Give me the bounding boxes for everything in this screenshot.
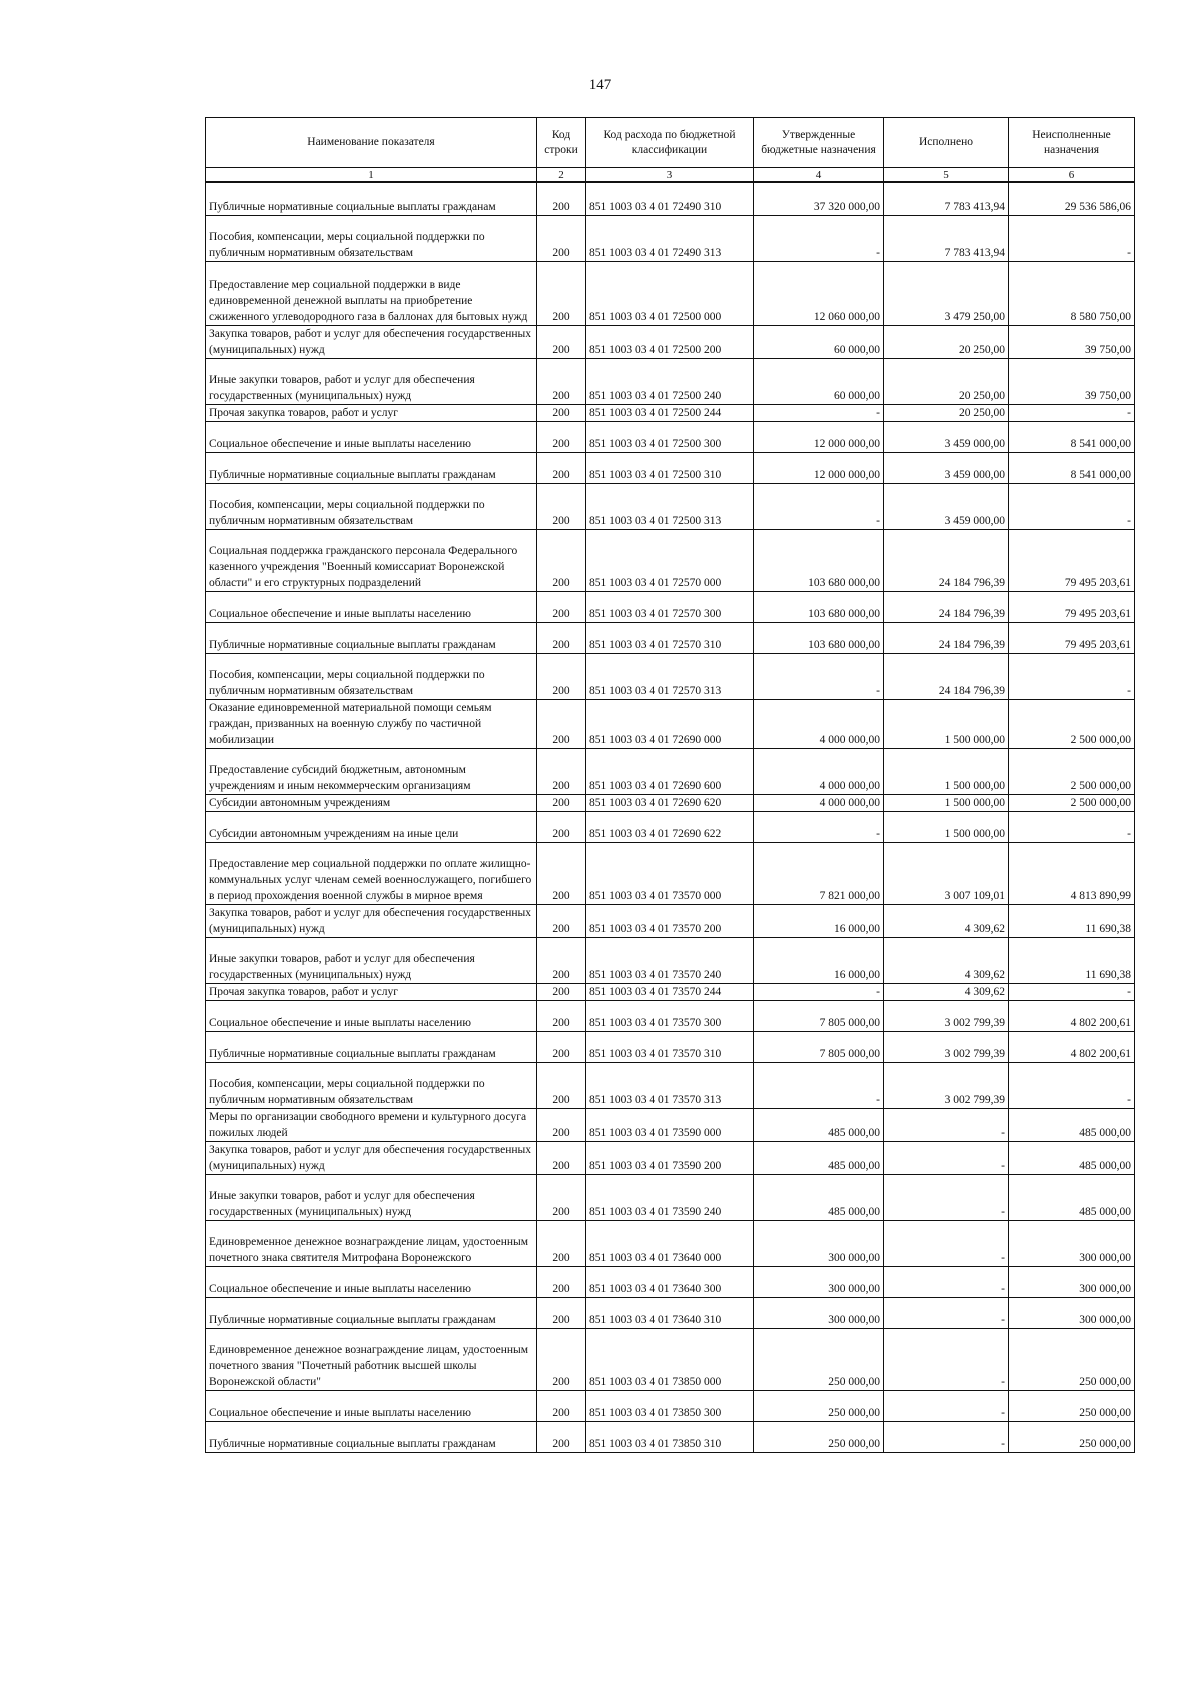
table-row xyxy=(206,358,1135,404)
row-unexecuted: - xyxy=(1009,983,1135,1000)
row-budget-code: 851 1003 03 4 01 72570 313 xyxy=(586,653,754,699)
row-budget-code: 851 1003 03 4 01 72490 313 xyxy=(586,215,754,261)
row-approved: - xyxy=(754,811,884,842)
row-line-code: 200 xyxy=(537,904,586,937)
row-indicator-name: Закупка товаров, работ и услуг для обеспечения государственных (муниципальных) нужд xyxy=(206,1141,537,1174)
row-approved: - xyxy=(754,1062,884,1108)
row-budget-code: 851 1003 03 4 01 72690 622 xyxy=(586,811,754,842)
row-budget-code: 851 1003 03 4 01 72690 600 xyxy=(586,748,754,794)
row-indicator-name: Предоставление мер социальной поддержки по оплате жилищно-коммунальных услуг членам семей военнослужащего, погибшего в период прохождения военной службы в мирное время xyxy=(206,842,537,904)
table-row xyxy=(206,404,1135,421)
table-row xyxy=(206,182,1135,215)
header-line-code: Код строки xyxy=(537,118,586,168)
row-unexecuted: 2 500 000,00 xyxy=(1009,699,1135,748)
row-line-code: 200 xyxy=(537,1141,586,1174)
header-unexecuted: Неисполненные назначения xyxy=(1009,118,1135,168)
table-row xyxy=(206,699,1135,748)
row-budget-code: 851 1003 03 4 01 73570 310 xyxy=(586,1031,754,1062)
row-executed: 20 250,00 xyxy=(884,358,1009,404)
row-line-code: 200 xyxy=(537,1390,586,1421)
row-line-code: 200 xyxy=(537,404,586,421)
row-approved: 60 000,00 xyxy=(754,325,884,358)
table-row xyxy=(206,794,1135,811)
row-approved: 485 000,00 xyxy=(754,1141,884,1174)
row-indicator-name: Пособия, компенсации, меры социальной поддержки по публичным нормативным обязательствам xyxy=(206,1062,537,1108)
table-row xyxy=(206,842,1135,904)
row-indicator-name: Предоставление субсидий бюджетным, автономным учреждениям и иным некоммерческим организациям xyxy=(206,748,537,794)
row-approved: 300 000,00 xyxy=(754,1220,884,1266)
row-unexecuted: 2 500 000,00 xyxy=(1009,748,1135,794)
table-body xyxy=(206,182,1135,1452)
header-approved: Утвержденные бюджетные назначения xyxy=(754,118,884,168)
row-approved: 250 000,00 xyxy=(754,1421,884,1452)
row-approved: - xyxy=(754,983,884,1000)
row-unexecuted: 4 802 200,61 xyxy=(1009,1031,1135,1062)
row-unexecuted: 8 541 000,00 xyxy=(1009,452,1135,483)
row-indicator-name: Иные закупки товаров, работ и услуг для обеспечения государственных (муниципальных) нужд xyxy=(206,937,537,983)
table-row xyxy=(206,1141,1135,1174)
row-line-code: 200 xyxy=(537,1220,586,1266)
row-executed: 24 184 796,39 xyxy=(884,529,1009,591)
row-line-code: 200 xyxy=(537,529,586,591)
row-budget-code: 851 1003 03 4 01 73640 310 xyxy=(586,1297,754,1328)
row-line-code: 200 xyxy=(537,1421,586,1452)
row-indicator-name: Социальное обеспечение и иные выплаты населению xyxy=(206,1390,537,1421)
row-executed: 4 309,62 xyxy=(884,904,1009,937)
table-row xyxy=(206,1328,1135,1390)
row-line-code: 200 xyxy=(537,653,586,699)
row-executed: 24 184 796,39 xyxy=(884,591,1009,622)
table-row xyxy=(206,1000,1135,1031)
row-indicator-name: Публичные нормативные социальные выплаты гражданам xyxy=(206,182,537,215)
row-line-code: 200 xyxy=(537,842,586,904)
table-row xyxy=(206,937,1135,983)
header-indicator-name: Наименование показателя xyxy=(206,118,537,168)
table-row xyxy=(206,591,1135,622)
row-executed: 3 479 250,00 xyxy=(884,261,1009,325)
table-row xyxy=(206,325,1135,358)
row-budget-code: 851 1003 03 4 01 72570 310 xyxy=(586,622,754,653)
row-indicator-name: Прочая закупка товаров, работ и услуг xyxy=(206,983,537,1000)
row-approved: - xyxy=(754,404,884,421)
row-indicator-name: Закупка товаров, работ и услуг для обеспечения государственных (муниципальных) нужд xyxy=(206,904,537,937)
table-row xyxy=(206,1031,1135,1062)
table-row xyxy=(206,215,1135,261)
row-budget-code: 851 1003 03 4 01 73850 310 xyxy=(586,1421,754,1452)
row-executed: 1 500 000,00 xyxy=(884,811,1009,842)
row-line-code: 200 xyxy=(537,1297,586,1328)
row-line-code: 200 xyxy=(537,811,586,842)
row-line-code: 200 xyxy=(537,452,586,483)
row-unexecuted: 300 000,00 xyxy=(1009,1297,1135,1328)
row-unexecuted: 300 000,00 xyxy=(1009,1220,1135,1266)
row-executed: 7 783 413,94 xyxy=(884,215,1009,261)
row-approved: - xyxy=(754,215,884,261)
row-executed: - xyxy=(884,1141,1009,1174)
row-line-code: 200 xyxy=(537,421,586,452)
table-row xyxy=(206,653,1135,699)
row-budget-code: 851 1003 03 4 01 72500 310 xyxy=(586,452,754,483)
row-unexecuted: 79 495 203,61 xyxy=(1009,529,1135,591)
row-unexecuted: 250 000,00 xyxy=(1009,1421,1135,1452)
row-line-code: 200 xyxy=(537,983,586,1000)
row-indicator-name: Иные закупки товаров, работ и услуг для обеспечения государственных (муниципальных) нужд xyxy=(206,358,537,404)
row-executed: - xyxy=(884,1421,1009,1452)
row-unexecuted: 485 000,00 xyxy=(1009,1174,1135,1220)
row-approved: 4 000 000,00 xyxy=(754,794,884,811)
row-executed: 20 250,00 xyxy=(884,325,1009,358)
row-budget-code: 851 1003 03 4 01 72690 000 xyxy=(586,699,754,748)
row-unexecuted: - xyxy=(1009,811,1135,842)
row-line-code: 200 xyxy=(537,483,586,529)
column-number: 2 xyxy=(537,168,586,183)
row-line-code: 200 xyxy=(537,1062,586,1108)
table-row xyxy=(206,483,1135,529)
row-unexecuted: - xyxy=(1009,483,1135,529)
row-indicator-name: Закупка товаров, работ и услуг для обеспечения государственных (муниципальных) нужд xyxy=(206,325,537,358)
row-approved: 7 821 000,00 xyxy=(754,842,884,904)
row-executed: 3 007 109,01 xyxy=(884,842,1009,904)
row-indicator-name: Социальное обеспечение и иные выплаты населению xyxy=(206,421,537,452)
row-budget-code: 851 1003 03 4 01 73590 000 xyxy=(586,1108,754,1141)
row-line-code: 200 xyxy=(537,699,586,748)
row-budget-code: 851 1003 03 4 01 72570 300 xyxy=(586,591,754,622)
row-unexecuted: 250 000,00 xyxy=(1009,1390,1135,1421)
row-executed: - xyxy=(884,1266,1009,1297)
row-approved: - xyxy=(754,653,884,699)
row-executed: 3 002 799,39 xyxy=(884,1031,1009,1062)
row-line-code: 200 xyxy=(537,622,586,653)
row-approved: 7 805 000,00 xyxy=(754,1031,884,1062)
row-budget-code: 851 1003 03 4 01 72500 313 xyxy=(586,483,754,529)
row-executed: 1 500 000,00 xyxy=(884,748,1009,794)
row-approved: 103 680 000,00 xyxy=(754,591,884,622)
row-line-code: 200 xyxy=(537,325,586,358)
row-indicator-name: Единовременное денежное вознаграждение лицам, удостоенным почетного знака святителя Митрофана Воронежского xyxy=(206,1220,537,1266)
row-approved: 7 805 000,00 xyxy=(754,1000,884,1031)
row-budget-code: 851 1003 03 4 01 72490 310 xyxy=(586,182,754,215)
column-number: 1 xyxy=(206,168,537,183)
row-executed: - xyxy=(884,1108,1009,1141)
row-unexecuted: 79 495 203,61 xyxy=(1009,591,1135,622)
row-unexecuted: 79 495 203,61 xyxy=(1009,622,1135,653)
row-budget-code: 851 1003 03 4 01 72500 300 xyxy=(586,421,754,452)
row-executed: 1 500 000,00 xyxy=(884,699,1009,748)
row-budget-code: 851 1003 03 4 01 73850 300 xyxy=(586,1390,754,1421)
row-approved: 103 680 000,00 xyxy=(754,622,884,653)
table-row xyxy=(206,1390,1135,1421)
row-approved: 250 000,00 xyxy=(754,1390,884,1421)
table-row xyxy=(206,811,1135,842)
row-line-code: 200 xyxy=(537,748,586,794)
row-indicator-name: Меры по организации свободного времени и культурного досуга пожилых людей xyxy=(206,1108,537,1141)
row-indicator-name: Пособия, компенсации, меры социальной поддержки по публичным нормативным обязательствам xyxy=(206,653,537,699)
row-indicator-name: Публичные нормативные социальные выплаты гражданам xyxy=(206,1297,537,1328)
row-indicator-name: Публичные нормативные социальные выплаты гражданам xyxy=(206,452,537,483)
table-row xyxy=(206,748,1135,794)
row-executed: 4 309,62 xyxy=(884,983,1009,1000)
row-executed: 3 459 000,00 xyxy=(884,421,1009,452)
row-executed: - xyxy=(884,1174,1009,1220)
row-line-code: 200 xyxy=(537,591,586,622)
row-budget-code: 851 1003 03 4 01 72690 620 xyxy=(586,794,754,811)
table-header-row xyxy=(206,118,1135,168)
row-approved: 4 000 000,00 xyxy=(754,748,884,794)
row-unexecuted: - xyxy=(1009,404,1135,421)
row-unexecuted: 300 000,00 xyxy=(1009,1266,1135,1297)
table-row xyxy=(206,261,1135,325)
row-executed: 20 250,00 xyxy=(884,404,1009,421)
row-line-code: 200 xyxy=(537,358,586,404)
row-line-code: 200 xyxy=(537,794,586,811)
table-row xyxy=(206,904,1135,937)
row-executed: - xyxy=(884,1328,1009,1390)
row-executed: 7 783 413,94 xyxy=(884,182,1009,215)
row-unexecuted: 8 541 000,00 xyxy=(1009,421,1135,452)
row-executed: - xyxy=(884,1390,1009,1421)
table-row xyxy=(206,1266,1135,1297)
header-budget-code: Код расхода по бюджетной классификации xyxy=(586,118,754,168)
row-indicator-name: Пособия, компенсации, меры социальной поддержки по публичным нормативным обязательствам xyxy=(206,483,537,529)
row-indicator-name: Публичные нормативные социальные выплаты гражданам xyxy=(206,622,537,653)
budget-execution-table xyxy=(205,117,1135,1453)
row-unexecuted: - xyxy=(1009,215,1135,261)
row-line-code: 200 xyxy=(537,215,586,261)
row-indicator-name: Пособия, компенсации, меры социальной поддержки по публичным нормативным обязательствам xyxy=(206,215,537,261)
row-budget-code: 851 1003 03 4 01 73570 313 xyxy=(586,1062,754,1108)
row-budget-code: 851 1003 03 4 01 73570 300 xyxy=(586,1000,754,1031)
row-approved: 12 060 000,00 xyxy=(754,261,884,325)
row-executed: 3 459 000,00 xyxy=(884,452,1009,483)
row-unexecuted: 4 813 890,99 xyxy=(1009,842,1135,904)
row-budget-code: 851 1003 03 4 01 73640 000 xyxy=(586,1220,754,1266)
row-indicator-name: Субсидии автономным учреждениям на иные цели xyxy=(206,811,537,842)
row-executed: 24 184 796,39 xyxy=(884,622,1009,653)
row-indicator-name: Социальное обеспечение и иные выплаты населению xyxy=(206,1266,537,1297)
row-unexecuted: 11 690,38 xyxy=(1009,904,1135,937)
row-indicator-name: Социальное обеспечение и иные выплаты населению xyxy=(206,591,537,622)
row-unexecuted: 39 750,00 xyxy=(1009,358,1135,404)
row-line-code: 200 xyxy=(537,1108,586,1141)
row-approved: 300 000,00 xyxy=(754,1266,884,1297)
row-indicator-name: Единовременное денежное вознаграждение лицам, удостоенным почетного звания "Почетный работник высшей школы Воронежской области" xyxy=(206,1328,537,1390)
row-executed: 3 459 000,00 xyxy=(884,483,1009,529)
row-indicator-name: Предоставление мер социальной поддержки в виде единовременной денежной выплаты на приобретение сжиженного углеводородного газа в баллонах для бытовых нужд xyxy=(206,261,537,325)
row-indicator-name: Субсидии автономным учреждениям xyxy=(206,794,537,811)
table-row xyxy=(206,452,1135,483)
row-budget-code: 851 1003 03 4 01 73850 000 xyxy=(586,1328,754,1390)
table-row xyxy=(206,622,1135,653)
row-indicator-name: Социальное обеспечение и иные выплаты населению xyxy=(206,1000,537,1031)
row-executed: 3 002 799,39 xyxy=(884,1062,1009,1108)
row-line-code: 200 xyxy=(537,1266,586,1297)
table-row xyxy=(206,1421,1135,1452)
table-row xyxy=(206,1062,1135,1108)
row-executed: 3 002 799,39 xyxy=(884,1000,1009,1031)
row-unexecuted: 485 000,00 xyxy=(1009,1108,1135,1141)
row-unexecuted: 2 500 000,00 xyxy=(1009,794,1135,811)
row-indicator-name: Иные закупки товаров, работ и услуг для обеспечения государственных (муниципальных) нужд xyxy=(206,1174,537,1220)
row-budget-code: 851 1003 03 4 01 73570 000 xyxy=(586,842,754,904)
row-line-code: 200 xyxy=(537,1031,586,1062)
table-row xyxy=(206,1297,1135,1328)
row-approved: 250 000,00 xyxy=(754,1328,884,1390)
row-line-code: 200 xyxy=(537,1328,586,1390)
row-line-code: 200 xyxy=(537,182,586,215)
row-unexecuted: 250 000,00 xyxy=(1009,1328,1135,1390)
row-line-code: 200 xyxy=(537,1174,586,1220)
page-number: 147 xyxy=(588,77,612,93)
row-executed: 24 184 796,39 xyxy=(884,653,1009,699)
table-row xyxy=(206,1174,1135,1220)
row-budget-code: 851 1003 03 4 01 73570 240 xyxy=(586,937,754,983)
column-number: 5 xyxy=(884,168,1009,183)
column-number: 3 xyxy=(586,168,754,183)
row-indicator-name: Оказание единовременной материальной помощи семьям граждан, призванных на военную службу по частичной мобилизации xyxy=(206,699,537,748)
row-approved: 485 000,00 xyxy=(754,1174,884,1220)
column-number: 4 xyxy=(754,168,884,183)
row-budget-code: 851 1003 03 4 01 72500 244 xyxy=(586,404,754,421)
row-unexecuted: 8 580 750,00 xyxy=(1009,261,1135,325)
column-number: 6 xyxy=(1009,168,1135,183)
row-unexecuted: - xyxy=(1009,653,1135,699)
row-approved: - xyxy=(754,483,884,529)
row-executed: - xyxy=(884,1220,1009,1266)
row-approved: 4 000 000,00 xyxy=(754,699,884,748)
row-budget-code: 851 1003 03 4 01 72570 000 xyxy=(586,529,754,591)
row-line-code: 200 xyxy=(537,1000,586,1031)
row-budget-code: 851 1003 03 4 01 73590 200 xyxy=(586,1141,754,1174)
row-approved: 60 000,00 xyxy=(754,358,884,404)
row-budget-code: 851 1003 03 4 01 73640 300 xyxy=(586,1266,754,1297)
row-budget-code: 851 1003 03 4 01 72500 200 xyxy=(586,325,754,358)
table-row xyxy=(206,421,1135,452)
table-row xyxy=(206,529,1135,591)
row-budget-code: 851 1003 03 4 01 73570 244 xyxy=(586,983,754,1000)
row-unexecuted: - xyxy=(1009,1062,1135,1108)
row-line-code: 200 xyxy=(537,937,586,983)
row-unexecuted: 4 802 200,61 xyxy=(1009,1000,1135,1031)
row-budget-code: 851 1003 03 4 01 72500 000 xyxy=(586,261,754,325)
row-unexecuted: 39 750,00 xyxy=(1009,325,1135,358)
row-approved: 300 000,00 xyxy=(754,1297,884,1328)
row-indicator-name: Социальная поддержка гражданского персонала Федерального казенного учреждения "Военный комиссариат Воронежской области" и его структурных подразделений xyxy=(206,529,537,591)
row-approved: 37 320 000,00 xyxy=(754,182,884,215)
column-numbers-row xyxy=(206,168,1135,183)
row-unexecuted: 11 690,38 xyxy=(1009,937,1135,983)
row-budget-code: 851 1003 03 4 01 73570 200 xyxy=(586,904,754,937)
row-approved: 16 000,00 xyxy=(754,904,884,937)
row-unexecuted: 485 000,00 xyxy=(1009,1141,1135,1174)
row-line-code: 200 xyxy=(537,261,586,325)
table-row xyxy=(206,1220,1135,1266)
row-unexecuted: 29 536 586,06 xyxy=(1009,182,1135,215)
row-executed: 1 500 000,00 xyxy=(884,794,1009,811)
row-approved: 12 000 000,00 xyxy=(754,421,884,452)
row-budget-code: 851 1003 03 4 01 72500 240 xyxy=(586,358,754,404)
row-budget-code: 851 1003 03 4 01 73590 240 xyxy=(586,1174,754,1220)
row-approved: 12 000 000,00 xyxy=(754,452,884,483)
row-approved: 485 000,00 xyxy=(754,1108,884,1141)
row-indicator-name: Публичные нормативные социальные выплаты гражданам xyxy=(206,1421,537,1452)
table-row xyxy=(206,1108,1135,1141)
table-row xyxy=(206,983,1135,1000)
row-executed: 4 309,62 xyxy=(884,937,1009,983)
row-approved: 16 000,00 xyxy=(754,937,884,983)
row-approved: 103 680 000,00 xyxy=(754,529,884,591)
row-executed: - xyxy=(884,1297,1009,1328)
row-indicator-name: Публичные нормативные социальные выплаты гражданам xyxy=(206,1031,537,1062)
header-executed: Исполнено xyxy=(884,118,1009,168)
row-indicator-name: Прочая закупка товаров, работ и услуг xyxy=(206,404,537,421)
